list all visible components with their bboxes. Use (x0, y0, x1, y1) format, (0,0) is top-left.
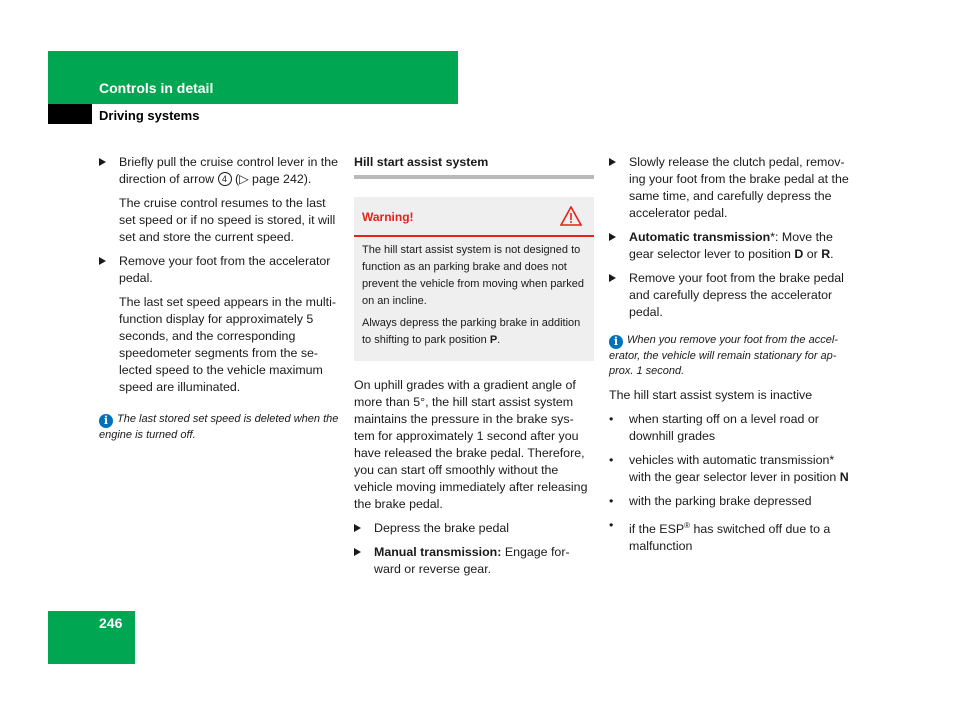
warning-label: Warning! (362, 210, 414, 224)
warning-text: The hill start assist system is not designed to function as an parking brake and does not prevent the vehicle from moving when parked on an incline. (362, 244, 584, 307)
circled-number: 4 (218, 172, 232, 186)
paragraph: The hill start assist system is inactive (609, 388, 813, 402)
instruction-step: Briefly pull the cruise control lever in the direction of arrow 4 (▷ page 242). (99, 154, 341, 188)
step-arrow-icon (609, 274, 616, 282)
list-item: • vehicles with automatic transmission* with the gear selector lever in position N (609, 453, 849, 484)
column-1 (99, 154, 341, 451)
column-3 (609, 154, 854, 562)
info-icon: i (609, 335, 623, 349)
info-note: i When you remove your foot from the accel-erator, the vehicle will remain stationary for ap-prox. 1 second. (609, 334, 838, 377)
list-item: • if the ESP® has switched off due to a malfunction (609, 518, 831, 554)
page-number: 246 (99, 615, 123, 631)
warning-text: Always depress the parking brake in addition to shifting to park position P. (362, 317, 581, 346)
page-reference-link[interactable]: (▷ page 242). (234, 172, 312, 186)
paragraph: The last set speed appears in the multi-function display for approximately 5 seconds, and the corresponding speedometer segments from the se-lected speed to the vehicle maximum speed are illuminated. (119, 295, 336, 394)
list-item: • when starting off on a level road or downhill grades (609, 412, 819, 443)
info-note: i The last stored set speed is deleted when the engine is turned off. (99, 413, 339, 441)
step-arrow-icon (609, 233, 616, 241)
instruction-step: Manual transmission: Engage for-ward or reverse gear. (354, 544, 594, 578)
section-title: Controls in detail (99, 80, 214, 96)
column-2 (354, 154, 594, 585)
header-black-tab (48, 104, 92, 124)
paragraph: On uphill grades with a gradient angle of more than 5°, the hill start assist system maintains the pressure in the brake sys-tem for approximately 1 second after you have released the brake pedal. Therefore, you can start off smoothly without the vehicle moving immediately after releasing the brake pedal. (354, 378, 588, 511)
step-arrow-icon (354, 524, 361, 532)
step-arrow-icon (354, 548, 361, 556)
paragraph: The cruise control resumes to the last set speed or if no speed is stored, it will set and store the current speed. (119, 196, 336, 244)
section-heading: Hill start assist system (354, 154, 594, 179)
header-green-bar (48, 51, 458, 104)
list-item: • with the parking brake depressed (609, 494, 812, 508)
step-arrow-icon (609, 158, 616, 166)
step-arrow-icon (99, 257, 106, 265)
warning-box (354, 197, 594, 361)
instruction-step: Remove your foot from the accelerator pedal. (99, 253, 341, 287)
info-icon: i (99, 414, 113, 428)
step-arrow-icon (99, 158, 106, 166)
warning-triangle-icon (560, 206, 582, 226)
instruction-step: Slowly release the clutch pedal, remov-ing your foot from the brake pedal at the same time, and carefully depress the accelerator pedal. (609, 154, 854, 222)
instruction-step: Depress the brake pedal (354, 520, 594, 537)
instruction-step: Remove your foot from the brake pedal and carefully depress the accelerator pedal. (609, 270, 854, 321)
subsection-title: Driving systems (99, 108, 200, 123)
instruction-step: Automatic transmission*: Move the gear selector lever to position D or R. (609, 229, 854, 263)
